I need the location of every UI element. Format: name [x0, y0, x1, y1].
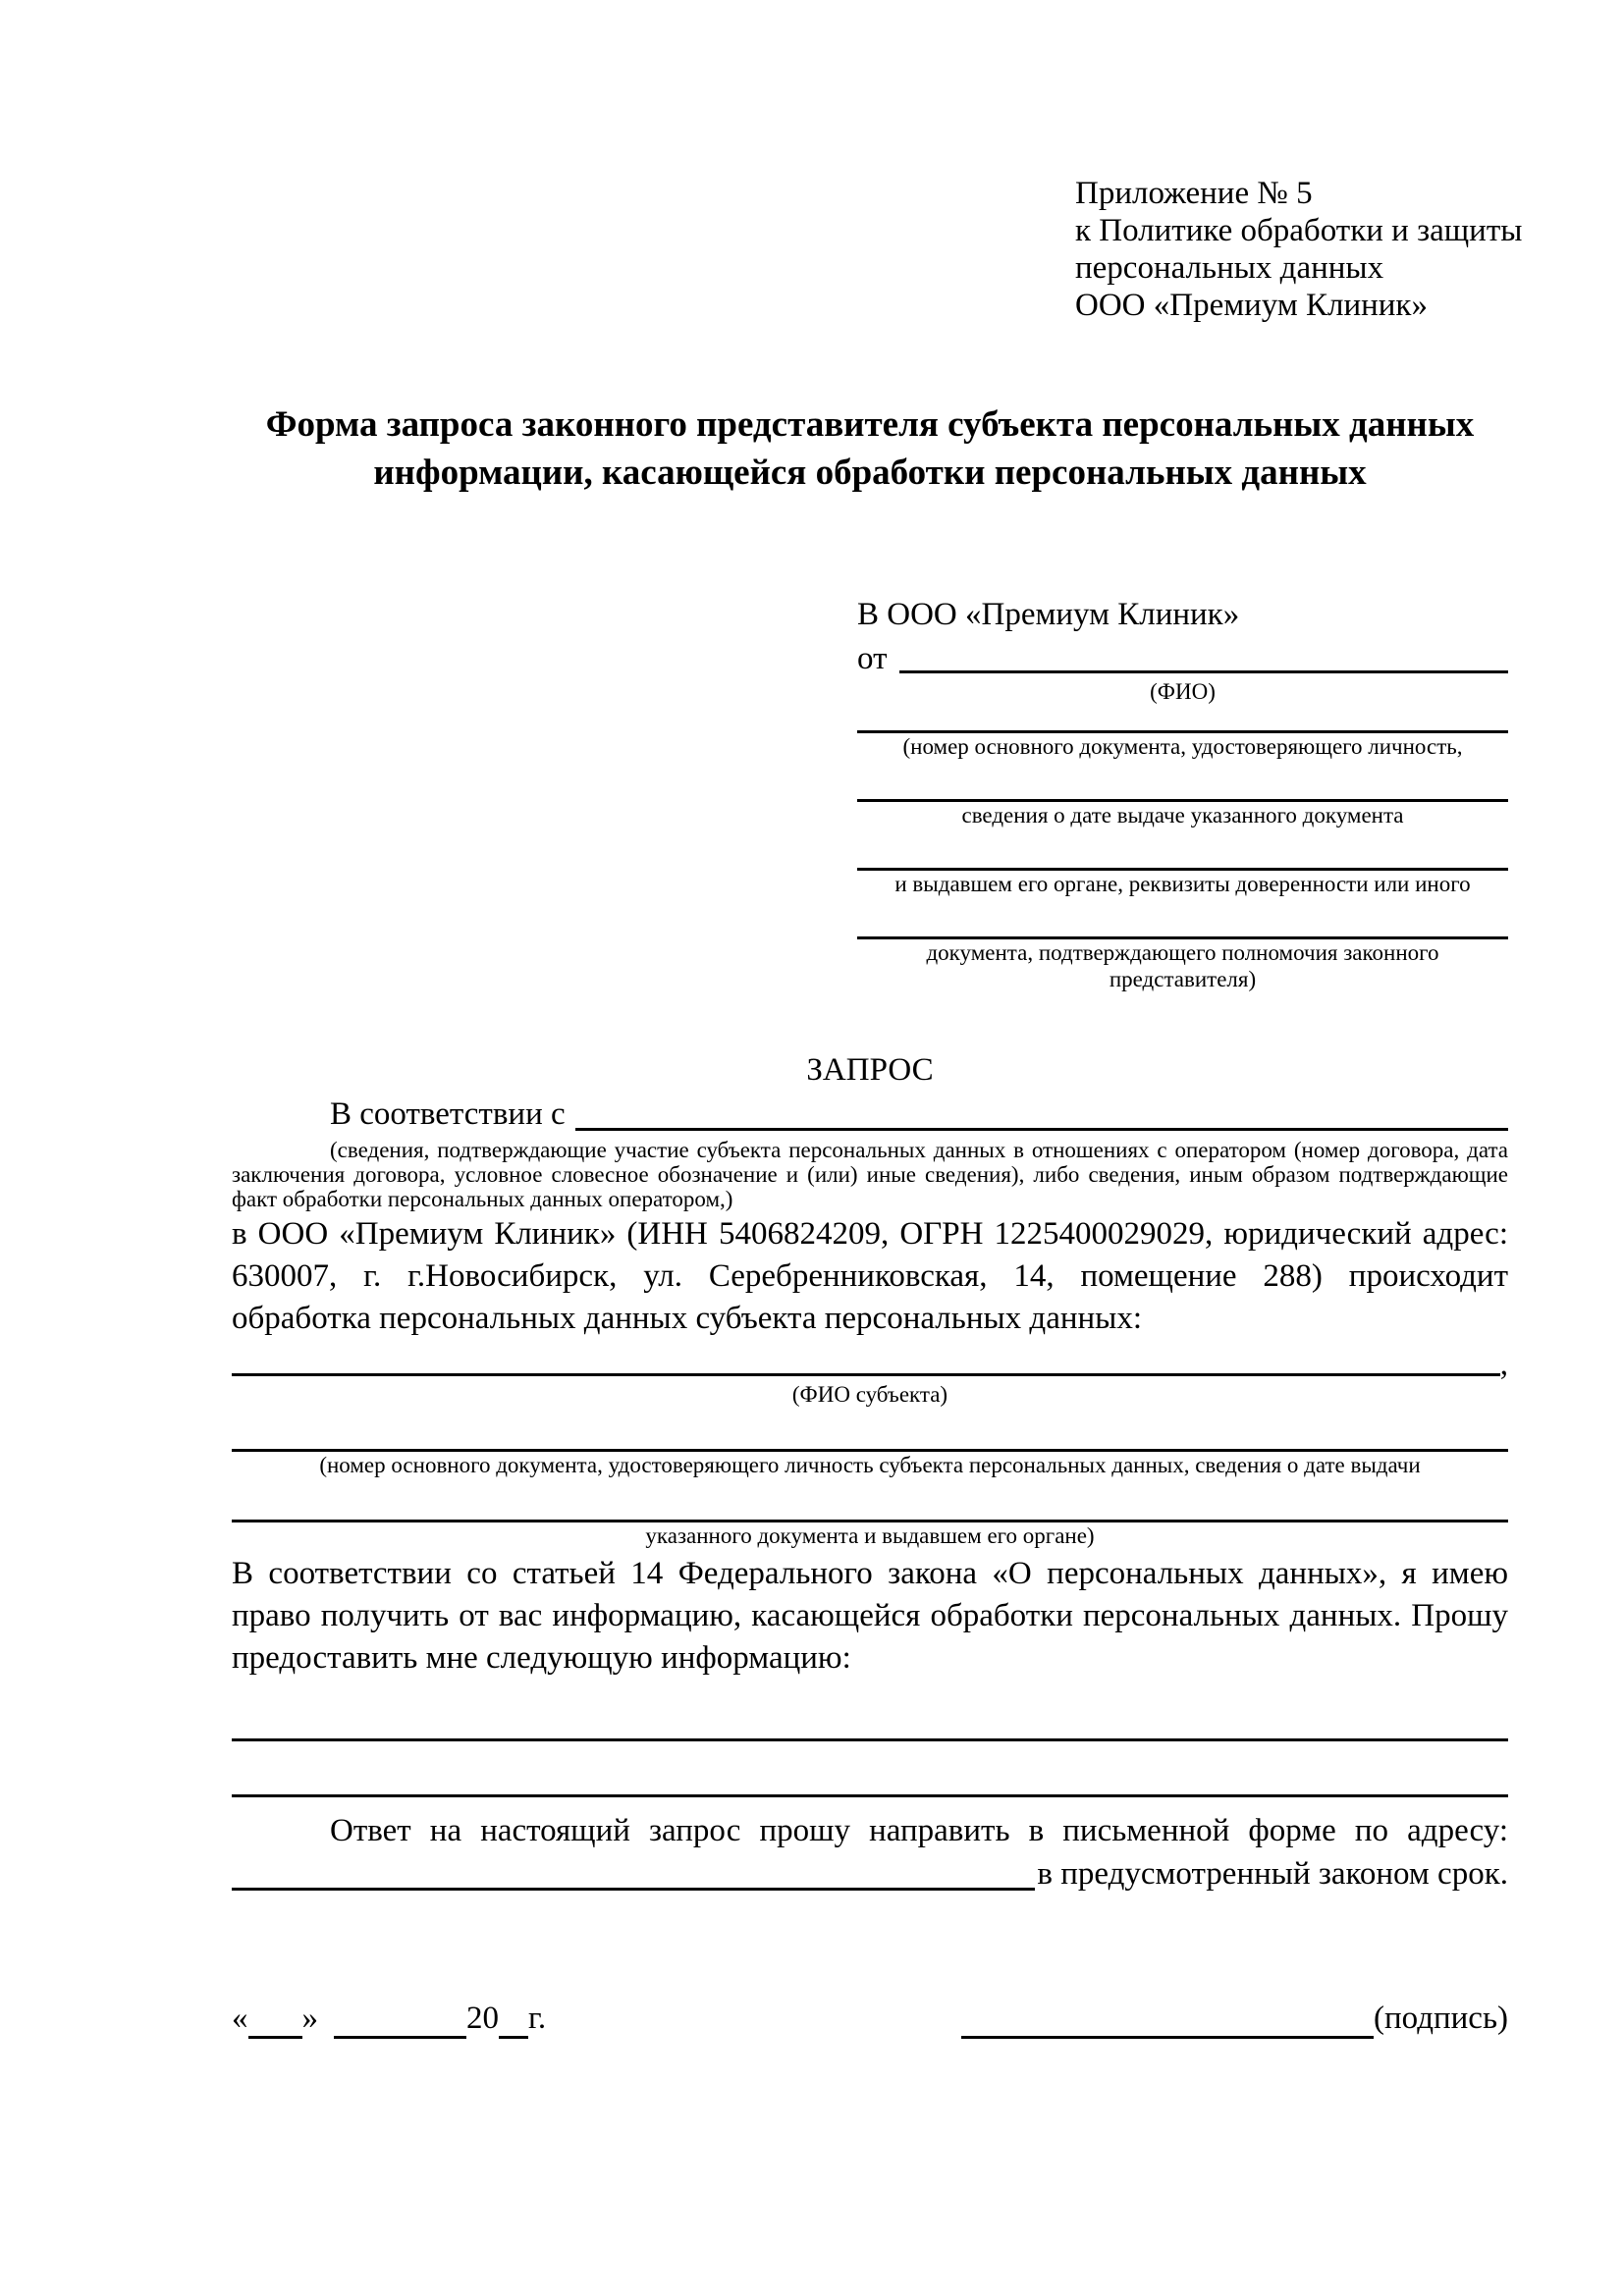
intro-caption: (сведения, подтверждающие участие субъекта персональных данных в отношениях с оператором (номер договора, дата заключения договора, условное словесное обозначение и (или) иные сведения), либо сведения, иным образом подтверждающие факт обработки персональных данных оператором,)	[232, 1138, 1508, 1211]
field-caption: и выдавшем его органе, реквизиты доверенности или иного	[894, 872, 1471, 896]
blank-line	[857, 911, 1508, 939]
representative-doc-field	[857, 774, 1508, 828]
footer-row	[232, 1998, 1508, 2039]
address-blank-line	[232, 1888, 1035, 1891]
subject-doc-caption: (номер основного документа, удостоверяющего личность субъекта персональных данных, сведения о дате выдачи	[319, 1453, 1421, 1477]
intro-prefix: В соответствии с	[330, 1096, 566, 1132]
appendix-note-line: Приложение № 5	[1075, 176, 1313, 211]
signature-caption: (подпись)	[1374, 2001, 1508, 2036]
from-row	[857, 639, 1508, 678]
addressee-org: В ООО «Премиум Клиник»	[857, 597, 1240, 632]
field-caption: (номер основного документа, удостоверяющего личность,	[902, 734, 1463, 759]
date-quote-close: »	[301, 2001, 318, 2036]
signature-block	[961, 1998, 1508, 2039]
subject-doc-caption: указанного документа и выдавшем его органе)	[645, 1523, 1095, 1548]
blank-line	[232, 1697, 1508, 1741]
date-month-blank	[334, 2006, 466, 2039]
blank-line	[232, 1741, 1508, 1797]
field-caption: документа, подтверждающего полномочия законного представителя)	[926, 940, 1439, 991]
field-caption: сведения о дате выдаче указанного документа	[961, 803, 1404, 828]
subject-fio-comma: ,	[1499, 1347, 1508, 1382]
answer-paragraph: Ответ на настоящий запрос прошу направить в письменной форме по адресу:	[330, 1813, 1508, 1848]
date-line	[232, 1998, 546, 2039]
blank-line	[232, 1490, 1508, 1522]
fio-caption: (ФИО)	[1150, 679, 1216, 704]
blank-line	[857, 842, 1508, 871]
from-blank-line	[899, 670, 1509, 673]
answer-deadline-text: в предусмотренный законом срок.	[1037, 1856, 1508, 1892]
representative-doc-field	[857, 705, 1508, 760]
appendix-note-line: персональных данных	[1075, 250, 1384, 286]
document-title-line2: информации, касающейся обработки персональных данных	[373, 453, 1367, 493]
blank-line	[857, 705, 1508, 733]
representative-doc-field	[857, 911, 1508, 992]
subject-fio-caption: (ФИО субъекта)	[791, 1382, 948, 1407]
blank-line	[232, 1419, 1508, 1452]
representative-doc-field	[857, 842, 1508, 897]
date-year-blank	[499, 2006, 528, 2039]
request-heading: ЗАПРОС	[806, 1052, 934, 1088]
addressee-block	[857, 595, 1508, 992]
appendix-note-line: ООО «Премиум Клиник»	[1075, 288, 1428, 323]
date-day-blank	[248, 2006, 302, 2039]
date-quote-open: «	[232, 2001, 248, 2036]
subject-fio-row	[232, 1348, 1508, 1381]
blank-line	[575, 1128, 1508, 1131]
subject-fio-blank-line	[232, 1373, 1500, 1376]
date-year-suffix: г.	[528, 2001, 547, 2036]
intro-row	[232, 1094, 1508, 1136]
document-title	[232, 400, 1508, 497]
document-title-line1: Форма запроса законного представителя субъекта персональных данных	[265, 404, 1475, 445]
date-year-prefix: 20	[466, 2001, 499, 2036]
operator-paragraph: в ООО «Премиум Клиник» (ИНН 5406824209, ОГРН 1225400029029, юридический адрес: 630007, г. г.Новосибирск, ул. Серебренниковская, 14, помещение 288) происходит обработка персональных данных субъекта персональных данных:	[232, 1216, 1508, 1336]
appendix-note-line: к Политике обработки и защиты	[1075, 213, 1523, 248]
blank-line	[857, 774, 1508, 802]
appendix-note	[1075, 175, 1523, 324]
from-label: от	[857, 641, 888, 676]
signature-blank-line	[961, 2006, 1374, 2039]
law-paragraph: В соответствии со статьей 14 Федерального закона «О персональных данных», я имею право получить от вас информацию, касающейся обработки персональных данных. Прошу предоставить мне следующую информацию:	[232, 1556, 1508, 1676]
answer-address-row	[232, 1852, 1508, 1896]
